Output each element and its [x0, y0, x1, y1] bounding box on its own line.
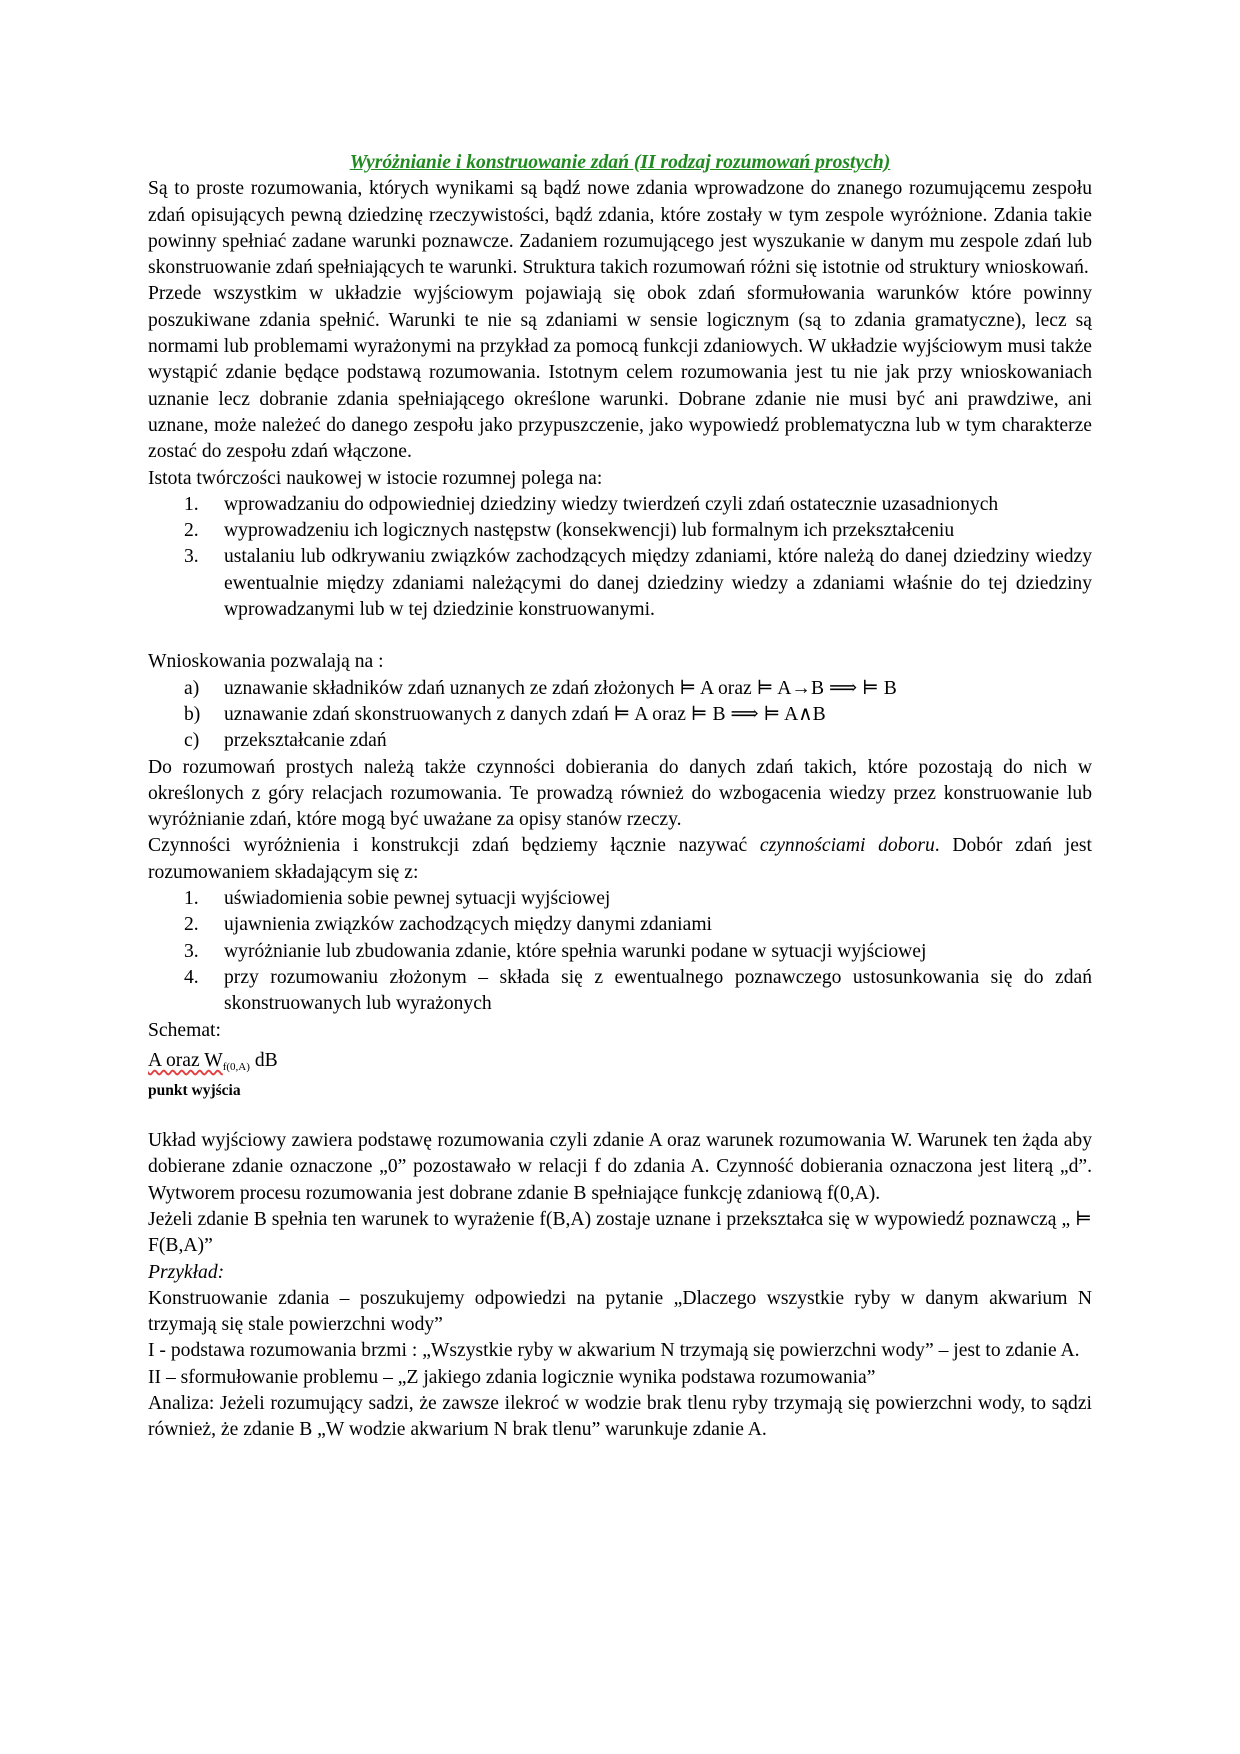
- list-item: 2. wyprowadzeniu ich logicznych następstw (konsekwencji) lub formalnym ich przekształceniu: [184, 520, 955, 542]
- list-item: 2. ujawnienia związków zachodzących między danymi zdaniami: [184, 914, 712, 936]
- list-item: 3. wyróżnianie lub zbudowania zdanie, które spełnia warunki podane w sytuacji wyjściowej: [184, 940, 927, 962]
- list-item: 4. przy rozumowaniu złożonym – składa się z ewentualnego poznawczego ustosunkowania się do zdań skonstruowanych lub wyrażonych: [184, 966, 1092, 1015]
- paragraph-example-problem: II – sformułowanie problemu – „Z jakiego zdania logicznie wynika podstawa rozumowania”: [148, 1366, 876, 1388]
- paragraph-essence: Istota twórczości naukowej w istocie rozumnej polega na:: [148, 467, 603, 489]
- list-item: 1. wprowadzaniu do odpowiedniej dziedziny wiedzy twierdzeń czyli zdań ostatecznie uzasadnionych: [184, 493, 999, 515]
- paragraph-example-basis: I - podstawa rozumowania brzmi : „Wszystkie ryby w akwarium N trzymają się powierzchni wody” – jest to zdanie A.: [148, 1340, 1080, 1362]
- schema-formula: A oraz $W_{f(0,A)}$ dB: [148, 1049, 278, 1073]
- example-heading: Przykład:: [148, 1261, 225, 1283]
- schema-caption: punkt wyjścia: [148, 1082, 241, 1100]
- list-essence: [148, 492, 1092, 623]
- list-item: b) uznawanie zdań skonstruowanych z danych zdań ⊨ A oraz ⊨ B ⟹ ⊨ A∧B: [184, 703, 826, 725]
- document-title: Wyróżnianie i konstruowanie zdań (II rodzaj rozumowań prostych): [349, 152, 891, 173]
- paragraph-example-analysis: Analiza: Jeżeli rozumujący sadzi, że zawsze ilekroć w wodzie brak tlenu ryby trzymają się powierzchni wody, to sądzi również, że zdanie B „W wodzie akwarium N brak tlenu” warunkuje zdanie A.: [148, 1393, 1092, 1441]
- paragraph-simple-reasoning: Do rozumowań prostych należą także czynności dobierania do danych zdań takich, które pozostają do nich w określonych z góry relacjach rozumowania. Te prowadzą również do wzbogacenia wiedzy przez konstruowanie lub wyróżnianie zdań, które mogą być uważane za opisy stanów rzeczy.: [148, 756, 1092, 831]
- schema-label: Schemat:: [148, 1019, 221, 1041]
- spacer: [148, 1102, 1092, 1128]
- list-inferences: [148, 676, 1092, 755]
- spacer: [148, 623, 1092, 649]
- list-selection: [148, 886, 1092, 1017]
- paragraph-intro: Są to proste rozumowania, których wynikami są bądź nowe zdania wprowadzone do znanego rozumującemu zespołu zdań opisujących pewną dziedzinę rzeczywistości, bądź zdania, które zostały w tym zespole wyróżnione. Zdania takie powinny spełniać zadane warunki poznawcze. Zadaniem rozumującego jest wyszukanie w danym mu zespole zdań lub skonstruowanie zdań spełniających te warunki. Struktura takich rozumowań różni się istotnie od struktury wnioskowań.: [148, 178, 1092, 279]
- paragraph-initial-system: Układ wyjściowy zawiera podstawę rozumowania czyli zdanie A oraz warunek rozumowania W. Warunek ten żąda aby dobierane zdanie oznaczone „0” pozostawało w relacji f do zdania A. Czynność dobierania oznaczona jest literą „d”. Wytworem procesu rozumowania jest dobrane zdanie B spełniające funkcję zdaniową f(0,A).: [148, 1130, 1092, 1204]
- list-item: 3. ustalaniu lub odkrywaniu związków zachodzących między zdaniami, które należą do danej dziedziny wiedzy ewentualnie między zdaniami należącymi do danej dziedziny wiedzy a zdaniami właśnie do tej dziedziny wprowadzanymi lub w tej dziedzinie konstruowanymi.: [184, 546, 1092, 621]
- paragraph-example-question: Konstruowanie zdania – poszukujemy odpowiedzi na pytanie „Dlaczego wszystkie ryby w danym akwarium N trzymają się stale powierzchni wody”: [148, 1287, 1092, 1336]
- paragraph-condition: Jeżeli zdanie B spełnia ten warunek to wyrażenie f(B,A) zostaje uznane i przekształca się w wypowiedź poznawczą „ ⊨ F(B,A)”: [148, 1208, 1092, 1257]
- paragraph-inferences: Wnioskowania pozwalają na :: [148, 651, 384, 673]
- paragraph-structure: Przede wszystkim w układzie wyjściowym pojawiają się obok zdań sformułowania warunków które powinny poszukiwane zdania spełnić. Warunki te nie są zdaniami w sensie logicznym (są to zdania gramatyczne), lecz są normami lub problemami wyrażonymi na przykład za pomocą funkcji zdaniowych. W układzie wyjściowym musi także wystąpić zdanie będące podstawą rozumowania. Istotnym celem rozumowania jest tu nie jak przy wnioskowaniach uznanie lecz dobranie zdania spełniającego określone warunki. Dobrane zdanie nie musi być ani prawdziwe, ani uznane, może należeć do danego zespołu jako przypuszczenie, jako wypowiedź problematyczna lub w tym charakterze zostać do zespołu zdań włączone.: [148, 283, 1092, 463]
- list-item: c) przekształcanie zdań: [184, 730, 387, 752]
- document-body: [148, 150, 1092, 1444]
- list-item: 1. uświadomienia sobie pewnej sytuacji wyjściowej: [184, 888, 611, 910]
- list-item: a) uznawanie składników zdań uznanych ze zdań złożonych ⊨ A oraz ⊨ A→B ⟹ ⊨ B: [184, 677, 897, 699]
- paragraph-selection: Czynności wyróżnienia i konstrukcji zdań będziemy łącznie nazywać czynnościami doboru. Dobór zdań jest rozumowaniem składającym się z:: [148, 835, 1092, 883]
